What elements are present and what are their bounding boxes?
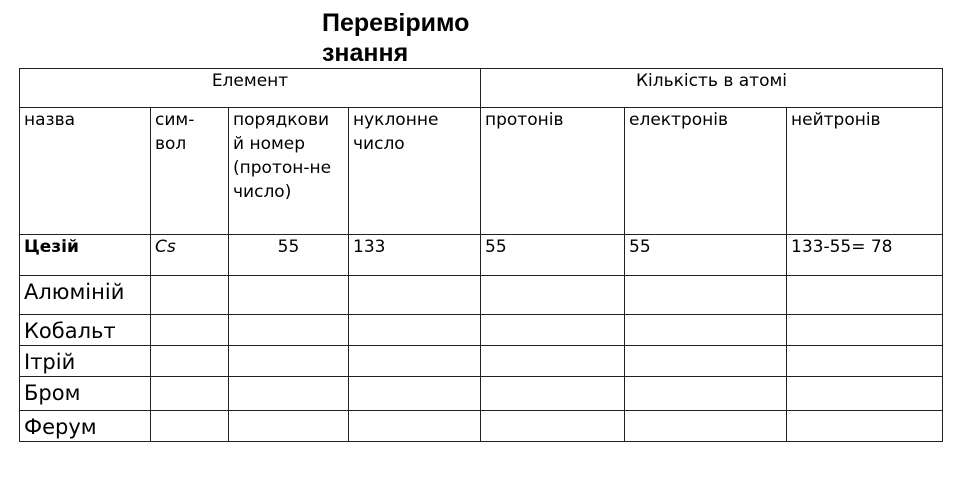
cell-nucleon[interactable]	[349, 377, 481, 411]
cell-protons[interactable]	[481, 346, 625, 377]
cell-symbol: Cs	[151, 235, 229, 276]
cell-protons[interactable]	[481, 276, 625, 315]
cell-electrons[interactable]	[625, 276, 787, 315]
cell-electrons[interactable]	[625, 377, 787, 411]
cell-nucleon: 133	[349, 235, 481, 276]
cell-electrons[interactable]	[625, 315, 787, 346]
cell-electrons[interactable]	[625, 411, 787, 442]
cell-protons[interactable]	[481, 377, 625, 411]
cell-number[interactable]	[229, 346, 349, 377]
group-header-row	[20, 69, 943, 108]
example-row	[20, 235, 943, 276]
table-row	[20, 346, 943, 377]
group-header-element: Елемент	[20, 69, 481, 108]
cell-number: 55	[229, 235, 349, 276]
cell-neutrons[interactable]	[787, 411, 943, 442]
column-header-nucleon: нуклонне число	[349, 108, 481, 235]
table-row	[20, 315, 943, 346]
column-header-protons: протонів	[481, 108, 625, 235]
cell-number[interactable]	[229, 276, 349, 315]
cell-name: Цезій	[20, 235, 151, 276]
page-title: Перевіримо знання	[322, 9, 470, 67]
column-header-number: порядкови й номер (протон-не число)	[229, 108, 349, 235]
cell-protons[interactable]	[481, 411, 625, 442]
elements-table	[19, 68, 943, 442]
cell-neutrons[interactable]	[787, 276, 943, 315]
cell-name: Кобальт	[20, 315, 151, 346]
cell-protons[interactable]	[481, 315, 625, 346]
group-header-count: Кількість в атомі	[481, 69, 943, 108]
cell-neutrons[interactable]	[787, 377, 943, 411]
cell-nucleon[interactable]	[349, 315, 481, 346]
cell-name: Бром	[20, 377, 151, 411]
cell-symbol[interactable]	[151, 411, 229, 442]
cell-name: Ферум	[20, 411, 151, 442]
cell-electrons: 55	[625, 235, 787, 276]
cell-neutrons: 133-55= 78	[787, 235, 943, 276]
cell-number[interactable]	[229, 315, 349, 346]
cell-protons: 55	[481, 235, 625, 276]
table-row	[20, 377, 943, 411]
cell-number[interactable]	[229, 377, 349, 411]
cell-name: Алюміній	[20, 276, 151, 315]
cell-symbol[interactable]	[151, 377, 229, 411]
cell-neutrons[interactable]	[787, 315, 943, 346]
cell-nucleon[interactable]	[349, 346, 481, 377]
cell-number[interactable]	[229, 411, 349, 442]
cell-symbol[interactable]	[151, 315, 229, 346]
column-header-neutrons: нейтронів	[787, 108, 943, 235]
cell-name: Ітрій	[20, 346, 151, 377]
column-header-electrons: електронів	[625, 108, 787, 235]
cell-symbol[interactable]	[151, 276, 229, 315]
cell-nucleon[interactable]	[349, 276, 481, 315]
column-header-symbol: сим- вол	[151, 108, 229, 235]
table-row	[20, 276, 943, 315]
column-header-row	[20, 108, 943, 235]
column-header-name: назва	[20, 108, 151, 235]
table-row	[20, 411, 943, 442]
cell-symbol[interactable]	[151, 346, 229, 377]
cell-neutrons[interactable]	[787, 346, 943, 377]
cell-electrons[interactable]	[625, 346, 787, 377]
cell-nucleon[interactable]	[349, 411, 481, 442]
